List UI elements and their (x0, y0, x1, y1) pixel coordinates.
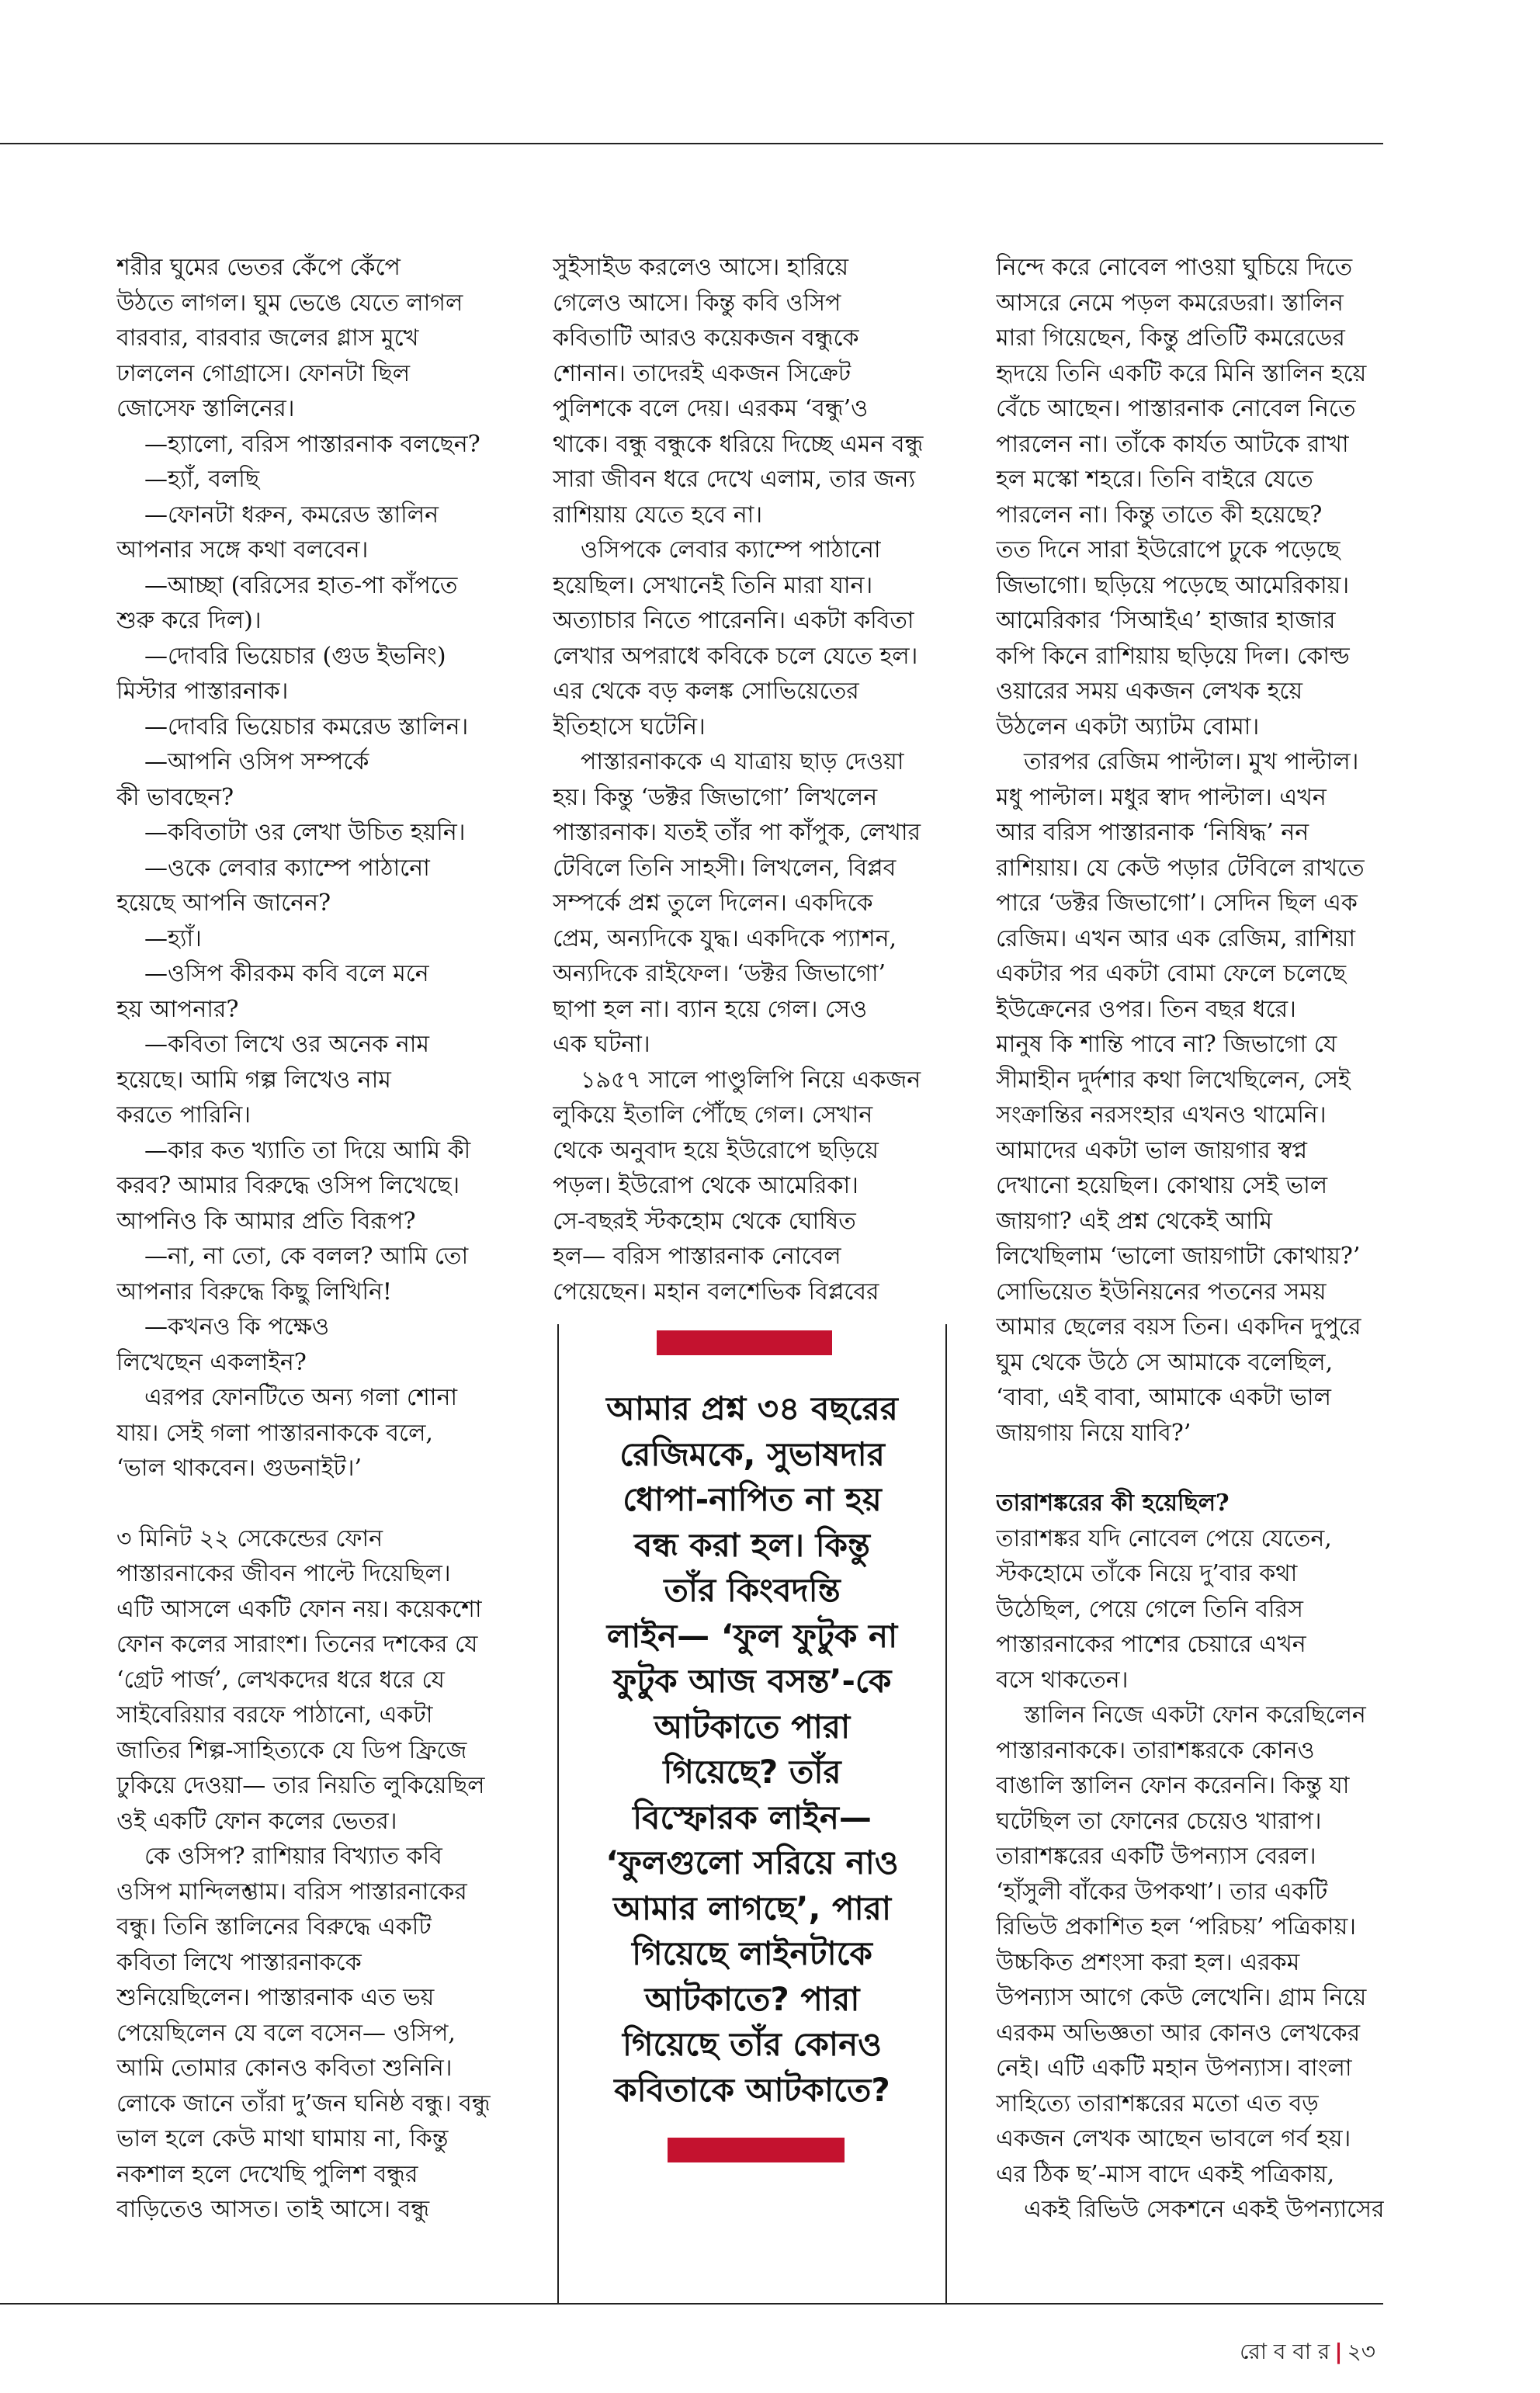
text-line: সোভিয়েত ইউনিয়নের পতনের সময় (996, 1278, 1327, 1306)
text-line: মানুষ কি শান্তি পাবে না? জিভাগো যে (996, 1031, 1337, 1058)
text-line: তারপর রেজিম পাল্টাল। মুখ পাল্টাল। (1024, 748, 1359, 775)
text-line: জায়গা? এই প্রশ্ন থেকেই আমি (996, 1207, 1272, 1235)
text-line: পাস্তারনাক। যতই তাঁর পা কাঁপুক, লেখার (553, 819, 921, 846)
text-line: রেজিম। এখন আর এক রেজিম, রাশিয়া (996, 924, 1356, 952)
text-line: —কখনও কি পক্ষেও (144, 1313, 330, 1340)
text-line: ‘বাবা, এই বাবা, আমাকে একটা ভাল (996, 1384, 1331, 1411)
text-line: পারে ‘ডক্টর জিভাগো’। সেদিন ছিল এক (996, 890, 1358, 917)
text-line: ‘ভাল থাকবেন। গুডনাইট।’ (116, 1455, 362, 1482)
text-line: ইউক্রেনের ওপর। তিন বছর ধরে। (996, 995, 1296, 1023)
paragraph-gap (996, 1451, 1384, 1486)
text-line: লিখেছিলাম ‘ভালো জায়গাটা কোথায়?’ (996, 1243, 1361, 1270)
text-line: হয়েছে আপনি জানেন? (116, 890, 331, 917)
text-line: সুইসাইড করলেও আসে। হারিয়ে (553, 254, 849, 281)
text-line: জিভাগো। ছড়িয়ে পড়েছে আমেরিকায়। (996, 571, 1350, 599)
text-line: হল— বরিস পাস্তারনাক নোবেল (553, 1243, 841, 1270)
text-line: পারলেন না। তাঁকে কার্যত আটকে রাখা (996, 430, 1349, 458)
text-line: —হ্যাঁ। (144, 924, 202, 952)
text-line: ঢুকিয়ে দেওয়া— তার নিয়তি লুকিয়েছিল (116, 1772, 485, 1799)
text-line: —না, না তো, কে বলল? আমি তো (144, 1243, 469, 1270)
text-line: ঘটেছিল তা ফোনের চেয়েও খারাপ। (996, 1807, 1322, 1835)
text-line: লুকিয়ে ইতালি পৌঁছে গেল। সেখান (553, 1101, 873, 1129)
column-divider-right (945, 1324, 947, 2304)
pullquote-line: আমার লাগছে’, পারা (612, 1888, 892, 1927)
text-line: নিন্দে করে নোবেল পাওয়া ঘুচিয়ে দিতে (996, 254, 1353, 281)
text-line: তত দিনে সারা ইউরোপে ঢুকে পড়েছে (996, 536, 1341, 564)
text-line: আমেরিকার ‘সিআইএ’ হাজার হাজার (996, 607, 1336, 634)
text-line: পাস্তারনাকের জীবন পাল্টে দিয়েছিল। (116, 1560, 451, 1587)
text-column-middle (553, 250, 953, 1309)
pullquote-line: গিয়েছে তাঁর কোনও (622, 2025, 883, 2063)
pullquote-line: লাইন— ‘ফুল ফুটুক না (606, 1616, 898, 1655)
text-line: মধু পাল্টাল। মধুর স্বাদ পাল্টাল। এখন (996, 783, 1327, 811)
text-line: উঠতে লাগল। ঘুম ভেঙে যেতে লাগল (116, 289, 463, 317)
pullquote-line: আটকাতে? পারা (644, 1979, 860, 2018)
text-line: —দোবরি ভিয়েচার কমরেড স্তালিন। (144, 713, 469, 740)
page-footer (1240, 2335, 1375, 2371)
pullquote-line: ফুটুক আজ বসন্ত’-কে (612, 1662, 892, 1700)
pullquote-top-bar (657, 1330, 832, 1355)
text-line: যায়। সেই গলা পাস্তারনাককে বলে, (116, 1419, 433, 1447)
text-line: ভাল হলে কেউ মাথা ঘামায় না, কিন্তু (116, 2125, 449, 2152)
text-line: নেই। এটি একটি মহান উপন্যাস। বাংলা (996, 2055, 1352, 2082)
text-column-right (996, 250, 1384, 2228)
text-line: কে ওসিপ? রাশিয়ার বিখ্যাত কবি (144, 1843, 442, 1870)
text-line: হৃদয়ে তিনি একটি করে মিনি স্তালিন হয়ে (996, 359, 1367, 387)
text-line: —দোবরি ভিয়েচার (গুড ইভনিং) (144, 642, 446, 670)
text-line: জোসেফ স্তালিনের। (116, 395, 295, 422)
text-line: তারাশঙ্কর যদি নোবেল পেয়ে যেতেন, (996, 1524, 1332, 1552)
text-line: —হ্যালো, বরিস পাস্তারনাক বলছেন? (144, 430, 480, 458)
text-line: সংক্রান্তির নরসংহার এখনও থামেনি। (996, 1101, 1327, 1129)
text-line: —কবিতাটা ওর লেখা উচিত হয়নি। (144, 819, 466, 846)
text-line: লোকে জানে তাঁরা দু’জন ঘনিষ্ঠ বন্ধু। বন্ধু (116, 2090, 491, 2117)
text-line: পেয়েছিলেন যে বলে বসেন— ওসিপ, (116, 2019, 456, 2047)
pullquote-line: বন্ধ করা হল। কিন্তু (634, 1525, 870, 1564)
text-line: অন্যদিকে রাইফেল। ‘ডক্টর জিভাগো’ (553, 960, 886, 987)
text-line: আমাদের একটা ভাল জায়গার স্বপ্ন (996, 1136, 1308, 1164)
text-line: লিখেছেন একলাইন? (116, 1348, 307, 1376)
text-line: —হ্যাঁ, বলছি (144, 466, 260, 493)
text-line: পাস্তারনাকের পাশের চেয়ারে এখন (996, 1631, 1306, 1658)
text-line: টেবিলে তিনি সাহসী। লিখলেন, বিপ্লব (553, 854, 897, 882)
text-line: নকশাল হলে দেখেছি পুলিশ বন্ধুর (116, 2160, 418, 2188)
text-line: গেলেও আসে। কিন্তু কবি ওসিপ (553, 289, 841, 317)
text-line: ইতিহাসে ঘটেনি। (553, 713, 706, 740)
text-line: এটি আসলে একটি ফোন নয়। কয়েকশো (116, 1595, 482, 1623)
text-line: ফোন কলের সারাংশ। তিনের দশকের যে (116, 1631, 478, 1658)
text-line: —ওকে লেবার ক্যাম্পে পাঠানো (144, 854, 430, 882)
text-line: কী ভাবছেন? (116, 783, 234, 811)
text-line: কবিতা লিখে পাস্তারনাককে (116, 1948, 362, 1976)
text-line: সে-বছরই স্টকহোম থেকে ঘোষিত (553, 1207, 856, 1235)
text-line: আমি তোমার কোনও কবিতা শুনিনি। (116, 2055, 453, 2082)
pullquote-line: ধোপা-নাপিত না হয় (623, 1480, 882, 1518)
text-line: মিস্টার পাস্তারনাক। (116, 678, 289, 705)
text-line: ১৯৫৭ সালে পাণ্ডুলিপি নিয়ে একজন (581, 1066, 921, 1094)
text-line: পারলেন না। কিন্তু তাতে কী হয়েছে? (996, 501, 1323, 529)
text-line: এক ঘটনা। (553, 1031, 650, 1058)
text-line: ৩ মিনিট ২২ সেকেন্ডের ফোন (116, 1524, 383, 1552)
text-line: ঢাললেন গোগ্রাসে। ফোনটা ছিল (116, 359, 411, 387)
pullquote-line: আমার প্রশ্ন ৩৪ বছরের (606, 1389, 898, 1427)
text-line: এরকম অভিজ্ঞতা আর কোনও লেখকের (996, 2019, 1361, 2047)
text-line: শরীর ঘুমের ভেতর কেঁপে কেঁপে (116, 254, 401, 281)
text-line: জাতির শিল্প-সাহিত্যকে যে ডিপ ফ্রিজে (116, 1736, 467, 1764)
text-line: পড়ল। ইউরোপ থেকে আমেরিকা। (553, 1172, 858, 1199)
pullquote-line: তাঁর কিংবদন্তি (664, 1571, 841, 1609)
text-column-left (116, 250, 512, 2228)
magazine-name: রো ব বা র (1240, 2339, 1330, 2364)
top-rule (0, 143, 1383, 144)
text-line: বাড়িতেও আসত। তাই আসে। বন্ধু (116, 2196, 430, 2223)
text-line: —আপনি ওসিপ সম্পর্কে (144, 748, 369, 775)
text-line: আসরে নেমে পড়ল কমরেডরা। স্তালিন (996, 289, 1344, 317)
text-line: আর বরিস পাস্তারনাক ‘নিষিদ্ধ’ নন (996, 819, 1309, 846)
text-line: মারা গিয়েছেন, কিন্তু প্রতিটি কমরেডের (996, 324, 1345, 352)
text-line: সাইবেরিয়ার বরফে পাঠানো, একটা (116, 1701, 433, 1729)
text-line: একই রিভিউ সেকশনে একই উপন্যাসের (1024, 2196, 1384, 2223)
pullquote-line: আটকাতে পারা (654, 1707, 851, 1746)
text-line: বাঙালি স্তালিন ফোন করেননি। কিন্তু যা (996, 1772, 1350, 1799)
text-line: হয়েছে। আমি গল্প লিখেও নাম (116, 1066, 391, 1094)
text-line: শুরু করে দিল)। (116, 607, 262, 634)
pullquote-line: কবিতাকে আটকাতে? (614, 2070, 890, 2109)
text-line: ওয়ারের সময় একজন লেখক হয়ে (996, 678, 1303, 705)
pullquote-bottom-bar (668, 2138, 845, 2162)
text-line: অত্যাচার নিতে পারেননি। একটা কবিতা (553, 607, 914, 634)
text-line: আপনার বিরুদ্ধে কিছু লিখিনি! (116, 1278, 392, 1306)
text-line: পেয়েছেন। মহান বলশেভিক বিপ্লবের (553, 1278, 879, 1306)
text-line: ছাপা হল না। ব্যান হয়ে গেল। সেও (553, 995, 868, 1023)
text-line: এরপর ফোনটিতে অন্য গলা শোনা (144, 1384, 458, 1411)
text-line: আপনিও কি আমার প্রতি বিরূপ? (116, 1207, 416, 1235)
column-divider-left (557, 1324, 559, 2304)
pullquote (567, 1386, 938, 2113)
text-line: হল মস্কো শহরে। তিনি বাইরে যেতে (996, 466, 1313, 493)
text-line: রাশিয়ায় যেতে হবে না। (553, 501, 763, 529)
text-line: উঠেছিল, পেয়ে গেলে তিনি বরিস (996, 1595, 1303, 1623)
text-line: সীমাহীন দুর্দশার কথা লিখেছিলেন, সেই (996, 1066, 1351, 1094)
section-heading: তারাশঙ্করের কী হয়েছিল? (996, 1490, 1230, 1517)
text-line: সম্পর্কে প্রশ্ন তুলে দিলেন। একদিকে (553, 890, 873, 917)
text-line: সারা জীবন ধরে দেখে এলাম, তার জন্য (553, 466, 916, 493)
text-line: বন্ধু। তিনি স্তালিনের বিরুদ্ধে একটি (116, 1913, 432, 1940)
pullquote-line: বিস্ফোরক লাইন— (633, 1798, 872, 1836)
text-line: কপি কিনে রাশিয়ায় ছড়িয়ে দিল। কোল্ড (996, 642, 1350, 670)
text-line: উচ্চকিত প্রশংসা করা হল। এরকম (996, 1948, 1300, 1976)
text-line: পুলিশকে বলে দেয়। এরকম ‘বন্ধু’ও (553, 395, 869, 422)
text-line: উপন্যাস আগে কেউ লেখেনি। গ্রাম নিয়ে (996, 1984, 1367, 2011)
text-line: একটার পর একটা বোমা ফেলে চলেছে (996, 960, 1347, 987)
text-line: শুনিয়েছিলেন। পাস্তারনাক এত ভয় (116, 1984, 435, 2011)
page-number: ২৩ (1347, 2339, 1375, 2364)
text-line: সাহিত্যে তারাশঙ্করের মতো এত বড় (996, 2090, 1319, 2117)
paragraph-gap (116, 1486, 512, 1521)
text-line: আপনার সঙ্গে কথা বলবেন। (116, 536, 369, 564)
text-line: —ওসিপ কীরকম কবি বলে মনে (144, 960, 429, 987)
text-line: ‘গ্রেট পার্জ’, লেখকদের ধরে ধরে যে (116, 1666, 445, 1694)
text-line: লেখার অপরাধে কবিকে চলে যেতে হল। (553, 642, 918, 670)
text-line: করব? আমার বিরুদ্ধে ওসিপ লিখেছে। (116, 1172, 460, 1199)
text-line: উঠলেন একটা অ্যাটম বোমা। (996, 713, 1260, 740)
text-line: প্রেম, অন্যদিকে যুদ্ধ। একদিকে প্যাশন, (553, 924, 897, 952)
text-line: পাস্তারনাককে এ যাত্রায় ছাড় দেওয়া (581, 748, 904, 775)
bottom-rule (0, 2303, 1383, 2305)
text-line: স্টকহোমে তাঁকে নিয়ে দু’বার কথা (996, 1560, 1298, 1587)
pullquote-line: ‘ফুলগুলো সরিয়ে নাও (605, 1843, 899, 1881)
text-line: থেকে অনুবাদ হয়ে ইউরোপে ছড়িয়ে (553, 1136, 879, 1164)
text-line: হয়। কিন্তু ‘ডক্টর জিভাগো’ লিখলেন (553, 783, 878, 811)
text-line: ঘুম থেকে উঠে সে আমাকে বলেছিল, (996, 1348, 1334, 1376)
text-line: হয় আপনার? (116, 995, 239, 1023)
text-line: জায়গায় নিয়ে যাবি?’ (996, 1419, 1191, 1447)
text-line: দেখানো হয়েছিল। কোথায় সেই ভাল (996, 1172, 1328, 1199)
text-line: করতে পারিনি। (116, 1101, 251, 1129)
text-line: ওসিপকে লেবার ক্যাম্পে পাঠানো (581, 536, 881, 564)
text-line: রিভিউ প্রকাশিত হল ‘পরিচয়’ পত্রিকায়। (996, 1913, 1357, 1940)
text-line: —আচ্ছা (বরিসের হাত-পা কাঁপতে (144, 571, 458, 599)
text-line: বসে থাকতেন। (996, 1666, 1129, 1694)
text-line: এর ঠিক ছ’-মাস বাদে একই পত্রিকায়, (996, 2160, 1335, 2188)
text-line: পাস্তারনাককে। তারাশঙ্করকে কোনও (996, 1736, 1315, 1764)
text-line: আমার ছেলের বয়স তিন। একদিন দুপুরে (996, 1313, 1361, 1340)
text-line: বেঁচে আছেন। পাস্তারনাক নোবেল নিতে (996, 395, 1356, 422)
text-line: শোনান। তাদেরই একজন সিক্রেট (553, 359, 852, 387)
text-line: স্তালিন নিজে একটা ফোন করেছিলেন (1024, 1701, 1366, 1729)
pullquote-line: গিয়েছে? তাঁর (663, 1753, 841, 1791)
text-line: ‘হাঁসুলী বাঁকের উপকথা’। তার একটি (996, 1878, 1328, 1906)
text-line: ওসিপ মান্দিলশ্তাম। বরিস পাস্তারনাকের (116, 1878, 467, 1906)
text-line: কবিতাটি আরও কয়েকজন বন্ধুকে (553, 324, 859, 352)
text-line: তারাশঙ্করের একটি উপন্যাস বেরল। (996, 1843, 1316, 1870)
text-line: একজন লেখক আছেন ভাবলে গর্ব হয়। (996, 2125, 1351, 2152)
text-line: হয়েছিল। সেখানেই তিনি মারা যান। (553, 571, 873, 599)
footer-separator: | (1334, 2339, 1343, 2364)
text-line: ওই একটি ফোন কলের ভেতর। (116, 1807, 397, 1835)
text-line: বারবার, বারবার জলের গ্লাস মুখে (116, 324, 419, 352)
text-line: এর থেকে বড় কলঙ্ক সোভিয়েতের (553, 678, 859, 705)
pullquote-line: রেজিমকে, সুভাষদার (619, 1434, 885, 1473)
text-line: —কার কত খ্যাতি তা দিয়ে আমি কী (144, 1136, 471, 1164)
pullquote-line: গিয়েছে লাইনটাকে (632, 1934, 872, 1972)
text-line: —কবিতা লিখে ওর অনেক নাম (144, 1031, 430, 1058)
text-line: রাশিয়ায়। যে কেউ পড়ার টেবিলে রাখতে (996, 854, 1365, 882)
text-line: থাকে। বন্ধু বন্ধুকে ধরিয়ে দিচ্ছে এমন বন্ধু (553, 430, 924, 458)
text-line: —ফোনটা ধরুন, কমরেড স্তালিন (144, 501, 439, 529)
